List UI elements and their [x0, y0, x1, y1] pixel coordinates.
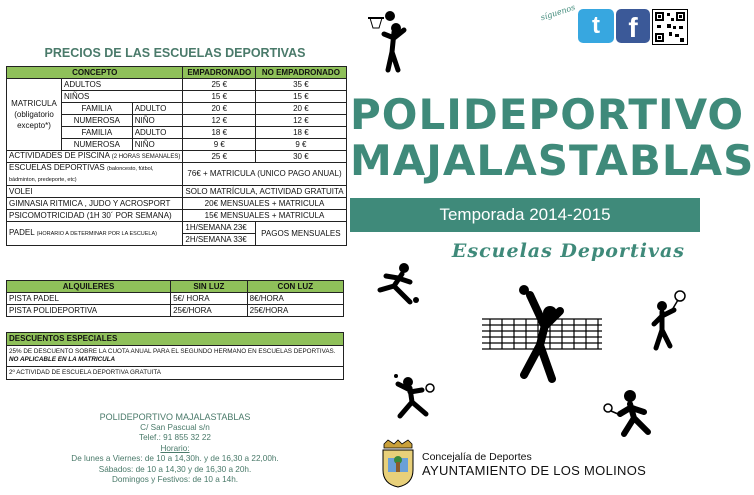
header-con-luz: CON LUZ [247, 281, 343, 293]
row-sublabel: NIÑO [132, 115, 183, 127]
table-row [7, 163, 347, 186]
table-row [7, 305, 344, 317]
cover-title-line-1: POLIDEPORTIVO [350, 90, 745, 139]
descuento-line-1-bold: NO APLICABLE EN LA MATRICULA [9, 356, 116, 363]
volei-label: VOLEI [7, 186, 183, 198]
table-header-row [7, 281, 344, 293]
row-emp: 18 € [183, 127, 256, 139]
padel-label: PADEL [9, 228, 35, 237]
header-sin-luz: SIN LUZ [171, 281, 248, 293]
row-noemp: 35 € [256, 79, 346, 91]
cover-panel [350, 0, 754, 495]
table-row [7, 198, 347, 210]
table-header-row [7, 333, 344, 346]
padel-option-1: 1H/SEMANA 23€ [183, 222, 256, 234]
matricula-label: MATRICULA (obligatorio excepto*) [7, 79, 62, 151]
descuentos-table [6, 332, 344, 380]
row-label: FAMILIA [62, 103, 133, 115]
alquileres-table [6, 280, 344, 317]
row-label: NUMEROSA [62, 139, 133, 151]
row-sin-luz: 25€/HORA [171, 305, 248, 317]
table-row [7, 210, 347, 222]
contact-name: POLIDEPORTIVO MAJALASTABLAS [99, 412, 251, 422]
row-noemp: 15 € [256, 91, 346, 103]
row-label: NIÑOS [62, 91, 183, 103]
contact-hours-1: De lunes a Viernes: de 10 a 14,30h. y de 16,30 a 22,00h. [71, 454, 279, 463]
tennis-player-2-icon [600, 386, 660, 438]
row-emp: 15 € [183, 91, 256, 103]
row-sublabel: ADULTO [132, 127, 183, 139]
row-label: ADULTOS [62, 79, 183, 91]
row-label: FAMILIA [62, 127, 133, 139]
row-noemp: 18 € [256, 127, 346, 139]
header-descuentos: DESCUENTOS ESPECIALES [7, 333, 344, 346]
row-noemp: 12 € [256, 115, 346, 127]
padel-value: PAGOS MENSUALES [256, 222, 346, 246]
row-label: PISTA POLIDEPORTIVA [7, 305, 171, 317]
row-emp: 25 € [183, 79, 256, 91]
row-label: PISTA PADEL [7, 293, 171, 305]
row-sublabel: ADULTO [132, 103, 183, 115]
header-alquileres: ALQUILERES [7, 281, 171, 293]
gimnasia-label: GIMNASIA RITMICA , JUDO Y ACROSPORT [7, 198, 183, 210]
psico-label: PSICOMOTRICIDAD (1H 30´ POR SEMANA) [7, 210, 183, 222]
badminton-player-icon [388, 370, 438, 422]
table-row [7, 186, 347, 198]
psico-value: 15€ MENSUALES + MATRICULA [183, 210, 346, 222]
piscina-noemp: 30 € [256, 151, 346, 163]
descuento-line-1: 25% DE DESCUENTO SOBRE LA CUOTA ANUAL PARA EL SEGUNDO HERMANO EN ESCUELAS DEPORTIVAS. [9, 348, 336, 355]
descuento-line-2: 2º ACTIVIDAD DE ESCUELA DEPORTIVA GRATUITA [7, 367, 344, 380]
twitter-icon[interactable] [578, 9, 614, 43]
contact-horario-label: Horario: [160, 443, 190, 453]
row-noemp: 20 € [256, 103, 346, 115]
row-noemp: 9 € [256, 139, 346, 151]
basketball-player-icon [366, 8, 416, 74]
facebook-glyph: f [628, 12, 638, 43]
prices-table [6, 66, 347, 246]
table-row [7, 346, 344, 367]
piscina-emp: 25 € [183, 151, 256, 163]
qr-code-icon[interactable] [652, 9, 688, 45]
piscina-label: ACTIVIDADES DE PISCINA [9, 151, 110, 160]
table-row [7, 367, 344, 380]
header-concepto: CONCEPTO [7, 67, 183, 79]
table-row [7, 79, 347, 91]
piscina-note: (2 HORAS SEMANALES) [111, 154, 181, 160]
table-row [7, 293, 344, 305]
padel-option-2: 2H/SEMANA 33€ [183, 234, 256, 246]
contact-hours-3: Domingos y Festivos: de 10 a 14h. [111, 475, 239, 484]
table-header-row [7, 67, 347, 79]
row-emp: 12 € [183, 115, 256, 127]
prices-title: PRECIOS DE LAS ESCUELAS DEPORTIVAS [44, 46, 306, 60]
row-con-luz: 25€/HORA [247, 305, 343, 317]
concejalia-label: Concejalía de Deportes [422, 451, 532, 463]
season-banner: Temporada 2014-2015 [350, 198, 700, 232]
municipal-crest-icon [380, 440, 416, 488]
escuelas-note: (baloncesto, fútbol, bádminton, predeporte, etc) [9, 166, 154, 183]
contact-hours-2: Sábados: de 10 a 14,30 y de 16,30 a 20h. [98, 464, 252, 474]
ayuntamiento-label: AYUNTAMIENTO DE LOS MOLINOS [422, 463, 647, 478]
table-row [7, 222, 347, 234]
contact-phone: Telef.: 91 855 32 22 [139, 433, 211, 442]
volei-value: SOLO MATRÍCULA, ACTIVIDAD GRATUITA [183, 186, 346, 198]
header-no-empadronado: NO EMPADRONADO [256, 67, 346, 79]
contact-info [0, 412, 350, 486]
row-sublabel: NIÑO [132, 139, 183, 151]
cover-title-line-2: MAJALASTABLAS [350, 136, 754, 185]
row-emp: 9 € [183, 139, 256, 151]
volleyball-player-icon [480, 285, 608, 385]
escuelas-value: 76€ + MATRICULA (UNICO PAGO ANUAL) [183, 163, 346, 186]
row-label: NUMEROSA [62, 115, 133, 127]
row-con-luz: 8€/HORA [247, 293, 343, 305]
contact-address: C/ San Pascual s/n [140, 422, 210, 432]
siguenos-label: síguenos [539, 2, 577, 23]
prices-panel [0, 0, 350, 495]
header-empadronado: EMPADRONADO [183, 67, 256, 79]
row-sin-luz: 5€/ HORA [171, 293, 248, 305]
gimnasia-value: 20€ MENSUALES + MATRICULA [183, 198, 346, 210]
soccer-player-icon [370, 260, 422, 306]
table-row [7, 151, 347, 163]
twitter-glyph: t [592, 12, 600, 39]
tennis-player-icon [648, 288, 692, 352]
escuelas-label: ESCUELAS DEPORTIVAS [9, 163, 105, 172]
facebook-icon[interactable] [616, 9, 650, 43]
cover-subtitle: Escuelas Deportivas [451, 240, 685, 262]
row-emp: 20 € [183, 103, 256, 115]
padel-note: (HORARIO A DETERMINAR POR LA ESCUELA) [36, 231, 157, 237]
